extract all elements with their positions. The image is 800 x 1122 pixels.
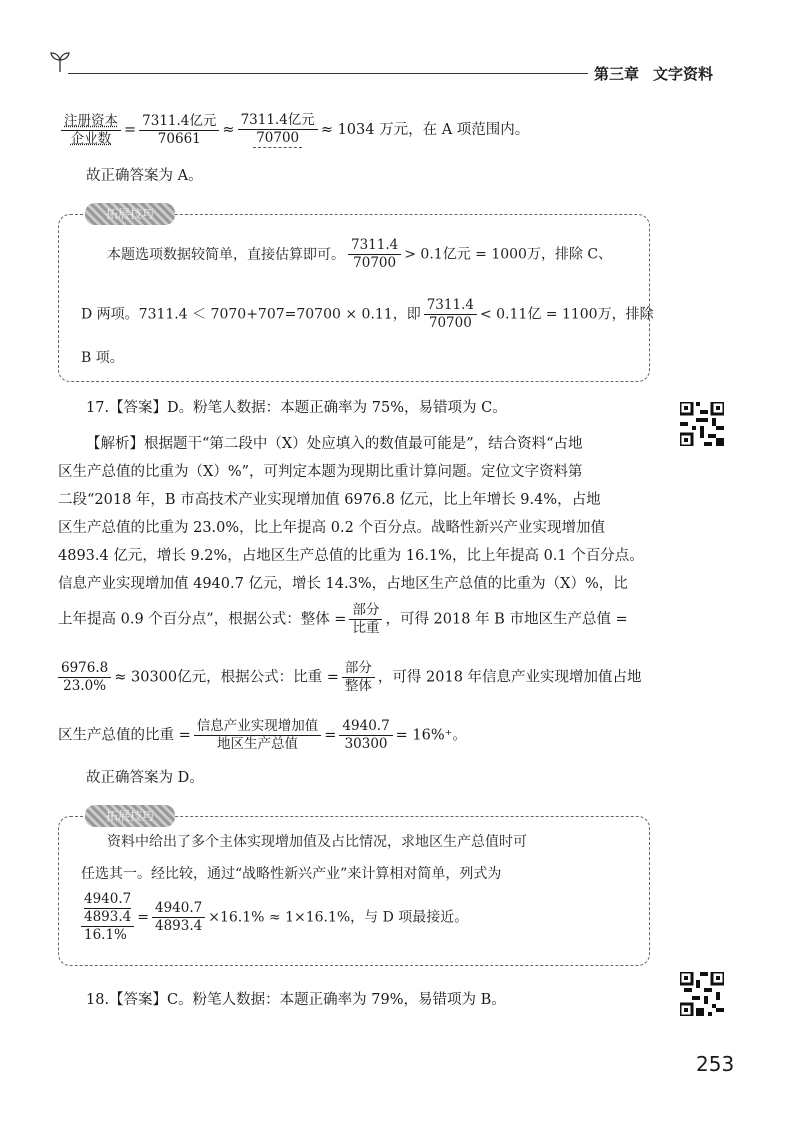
q17-f-gdp-den: 23.0%	[63, 678, 107, 694]
tip-box-2	[58, 809, 650, 966]
q17-f-result-den: 30300	[344, 736, 388, 752]
q17-line9-pre: 区生产总值的比重 =	[58, 727, 191, 744]
tip1-line2-pre: D 两项。7311.4 ＜ 7070+707=70700 × 0.11，即	[81, 306, 421, 323]
q17-f-info-num: 信息产业实现增加值	[194, 718, 322, 736]
qr-code-icon[interactable]	[680, 972, 724, 1016]
tip1-line1-pre: 本题选项数据较简单，直接估算即可。	[107, 246, 345, 263]
leaf-icon	[48, 50, 72, 74]
tip-label-1: 拓展技巧	[85, 203, 175, 225]
tip1-f1-den: 70700	[353, 255, 397, 271]
fraction-2	[238, 112, 318, 148]
q17-line-5: 4893.4 亿元，增长 9.2%，占地区生产总值的比重为 16.1%，比上年提高 0.1 个百分点。	[58, 548, 644, 564]
tip2-line1-text: 资料中给出了多个主体实现增加值及占比情况，求地区生产总值时可	[107, 834, 527, 850]
answer-d: 故正确答案为 D。	[86, 770, 204, 786]
q17-fraction-gdp	[58, 660, 111, 695]
q17-fraction-whole	[349, 602, 382, 637]
tip2-compound-fraction	[81, 891, 134, 944]
q17-line-9	[58, 718, 648, 753]
tip1-f1-num: 7311.4	[348, 237, 401, 255]
tip2-cf-bot: 4893.4	[84, 909, 132, 925]
tip2-line-2: 任选其一。经比较，通过“战略性新兴产业”来计算相对简单，列式为	[81, 866, 502, 882]
q17-line9-post: = 16%⁺。	[395, 727, 467, 744]
ratio-denominator-label: 企业数	[70, 130, 112, 147]
fraction-2-num: 7311.4亿元	[238, 112, 318, 130]
q17-f-gdp-num: 6976.8	[58, 660, 111, 678]
tip1-line1-post: > 0.1亿元 = 1000万，排除 C、	[404, 246, 613, 263]
header-rule	[68, 73, 588, 74]
q18-answer-head: 18.【答案】C。粉笔人数据：本题正确率为 79%，易错项为 B。	[86, 992, 506, 1008]
tip2-compound-num	[81, 891, 134, 927]
q17-line-1: 【解析】根据题干“第二段中（X）处应填入的数值最可能是”，结合资料“占地	[86, 436, 583, 452]
q17-line-2: 区生产总值的比重为（X）%”，可判定本题为现期比重计算问题。定位文字资料第	[58, 464, 583, 480]
tip2-cf-den: 16.1%	[84, 927, 127, 943]
q17-explanation	[58, 430, 648, 598]
tip2-f2-num: 4940.7	[152, 900, 205, 918]
q17-line-4: 区生产总值的比重为 23.0%，比上年提高 0.2 个百分点。战略性新兴产业实现增加值	[58, 520, 605, 536]
q17-answer-head: 17.【答案】D。粉笔人数据：本题正确率为 75%，易错项为 C。	[86, 400, 507, 416]
q17-f-share-num: 部分	[342, 660, 375, 678]
q17-line8-mid: ≈ 30300亿元，根据公式：比重 =	[114, 669, 339, 686]
q17-fraction-share	[342, 660, 375, 695]
calc-result: ≈ 1034 万元，在 A 项范围内。	[320, 122, 530, 138]
tip1-fraction-1	[348, 237, 401, 272]
tip2-line3-post: ×16.1% ≈ 1×16.1%，与 D 项最接近。	[208, 909, 469, 926]
q17-line8-post: ，可得 2018 年信息产业实现增加值占地	[377, 669, 642, 686]
tip2-fraction-2	[152, 900, 205, 935]
q17-fraction-info	[194, 718, 322, 753]
q17-f-share-den: 整体	[344, 678, 372, 694]
running-header	[594, 63, 727, 84]
q17-line-7	[58, 602, 648, 637]
q17-line7-pre: 上年提高 0.9 个百分点”，根据公式：整体 =	[58, 611, 347, 628]
tip1-line2-post: < 0.11亿 = 1100万，排除	[479, 306, 654, 323]
tip1-fraction-2	[424, 297, 477, 332]
fraction-2-den: 70700	[253, 130, 302, 148]
tip-box-1	[58, 207, 654, 382]
fraction-1-den: 70661	[157, 130, 201, 147]
q17-line-6: 信息产业实现增加值 4940.7 亿元，增长 14.3%，占地区生产总值的比重为（X）%，比	[58, 576, 628, 592]
tip1-line-1	[81, 237, 631, 272]
tip2-line-3: 4940.7 4893.4 16.1% = $\frac{4940.7}{4893.4}$ ×16.1% ≈ 1×16.1%，与 D 项最接近。	[81, 891, 631, 944]
fraction-1-num: 7311.4亿元	[139, 113, 219, 131]
answer-a: 故正确答案为 A。	[86, 168, 203, 184]
tip1-f2-num: 7311.4	[424, 297, 477, 315]
q17-f-info-den: 地区生产总值	[217, 736, 299, 752]
page-number: 253	[696, 1052, 735, 1076]
tip2-cf-top: 4940.7	[84, 891, 132, 907]
q17-line-8	[58, 660, 648, 695]
section-title: 文字资料	[653, 65, 714, 83]
tip1-line-2	[81, 297, 654, 332]
tip2-f2-den: 4893.4	[154, 918, 203, 934]
q17-f-whole-den: 比重	[352, 620, 380, 636]
q17-line7-post: ，可得 2018 年 B 市地区生产总值 =	[385, 611, 628, 628]
chapter-title: 第三章	[594, 65, 640, 83]
tip-label-2: 拓展技巧	[85, 805, 175, 827]
ratio-label-fraction	[61, 113, 121, 148]
q17-f-whole-num: 部分	[349, 602, 382, 620]
q17-line-3: 二段“2018 年，B 市高技术产业实现增加值 6976.8 亿元，比上年增长 9.4%，占地	[58, 492, 601, 508]
fraction-1	[139, 113, 219, 148]
q17-line9-eq: =	[324, 727, 337, 744]
calc-line: $\frac{\text{注册资本}}{\text{企业数}}$ = $\frac{\text{7311.4亿元}}{70661}$ ≈ $\frac{\text{7311.4亿元}}{70700}$ ≈ 1034 万元，在 A 项范围内。	[58, 112, 648, 148]
qr-code-icon[interactable]	[680, 402, 724, 446]
q17-f-result-num: 4940.7	[339, 718, 392, 736]
tip1-line-3: B 项。	[81, 350, 124, 366]
tip2-line-1	[81, 831, 631, 851]
tip1-f2-den: 70700	[428, 315, 472, 331]
q17-fraction-result	[339, 718, 392, 753]
ratio-numerator-label: 注册资本	[61, 113, 121, 131]
